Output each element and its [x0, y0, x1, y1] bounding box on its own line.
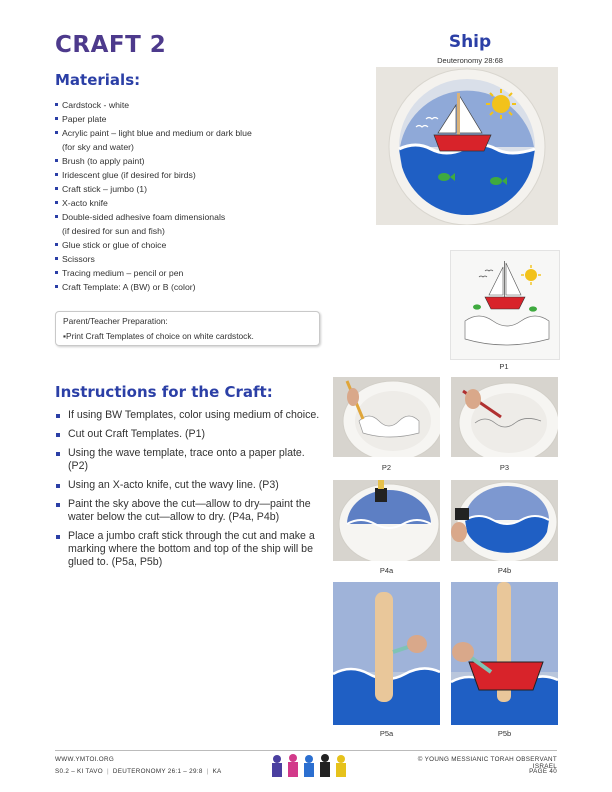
footer-copyright: © YOUNG MESSIANIC TORAH OBSERVANT ISRAEL — [417, 756, 557, 770]
photo-p2 — [333, 377, 440, 457]
caption-p5a: P5a — [379, 729, 394, 738]
craft-title: CRAFT 2 — [55, 32, 167, 58]
preparation-item: ▪Print Craft Templates of choice on white cardstock. — [63, 331, 254, 341]
list-item: If using BW Templates, color using medium of choice. — [56, 409, 326, 422]
finished-craft-photo — [376, 67, 558, 225]
photo-p3 — [451, 377, 558, 457]
scripture-reference: Deuteronomy 28:68 — [437, 56, 503, 65]
footer-reading-info: S0.2 – KI TAVO | DEUTERONOMY 26:1 – 29:8 | KA — [55, 768, 222, 775]
caption-p2: P2 — [381, 463, 392, 472]
ship-title: Ship — [448, 32, 492, 52]
list-item: Paper plate — [55, 112, 345, 126]
footer-section: S0.2 – KI TAVO — [55, 768, 103, 775]
list-item: Scissors — [55, 252, 345, 266]
list-item: Acrylic paint – light blue and medium or dark blue (for sky and water) — [55, 126, 345, 154]
photo-p4b — [451, 480, 558, 561]
list-item: Using the wave template, trace onto a paper plate. (P2) — [56, 447, 326, 473]
caption-p4a: P4a — [379, 566, 394, 575]
footer-code: KA — [212, 768, 222, 775]
list-item: Tracing medium – pencil or pen — [55, 266, 345, 280]
footer-reading: DEUTERONOMY 26:1 – 29:8 — [112, 768, 203, 775]
caption-p4b: P4b — [497, 566, 512, 575]
list-item: Craft Template: A (BW) or B (color) — [55, 280, 345, 294]
list-item: Craft stick – jumbo (1) — [55, 182, 345, 196]
list-item: Using an X-acto knife, cut the wavy line. (P3) — [56, 479, 326, 492]
photo-p5b — [451, 582, 558, 725]
ymtoi-logo — [268, 753, 352, 779]
caption-p3: P3 — [499, 463, 510, 472]
caption-p1: P1 — [499, 362, 509, 371]
footer-divider — [55, 750, 557, 751]
list-item: Paint the sky above the cut—allow to dry—paint the water below the cut—allow to dry. (P4a, P4b) — [56, 498, 326, 524]
list-item: Glue stick or glue of choice — [55, 238, 345, 252]
photo-p4a — [333, 480, 440, 561]
instructions-heading: Instructions for the Craft: — [55, 383, 273, 401]
footer-website: WWW.YMTOI.ORG — [55, 756, 115, 763]
list-item: X-acto knife — [55, 196, 345, 210]
preparation-title: Parent/Teacher Preparation: — [63, 316, 168, 326]
list-item: Cardstock - white — [55, 98, 345, 112]
instructions-list — [56, 409, 326, 575]
photo-p1 — [450, 250, 560, 360]
list-item: Place a jumbo craft stick through the cut and make a marking where the bottom and top of the ship will be glued to. (P5a, P5b) — [56, 530, 326, 569]
list-item: Double-sided adhesive foam dimensionals (if desired for sun and fish) — [55, 210, 345, 238]
list-item: Iridescent glue (if desired for birds) — [55, 168, 345, 182]
preparation-box — [55, 311, 320, 346]
materials-heading: Materials: — [55, 71, 141, 89]
caption-p5b: P5b — [497, 729, 512, 738]
list-item: Brush (to apply paint) — [55, 154, 345, 168]
list-item: Cut out Craft Templates. (P1) — [56, 428, 326, 441]
footer-page-number: PAGE 40 — [529, 768, 557, 775]
photo-p5a — [333, 582, 440, 725]
materials-list — [55, 98, 345, 294]
